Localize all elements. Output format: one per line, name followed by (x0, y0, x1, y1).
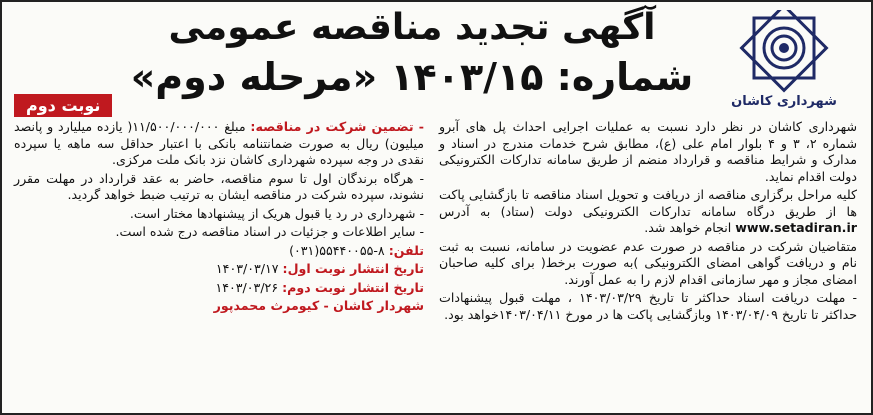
setad-url-link[interactable]: www.setadiran.ir (735, 220, 857, 235)
left-column (14, 119, 424, 317)
details-paragraph: - سایر اطلاعات و جزئیات در اسناد مناقصه درج شده است. (115, 224, 424, 239)
second-publication-line (14, 280, 424, 297)
process-text: کلیه مراحل برگزاری مناقصه از دریافت و تحویل اسناد مناقصه تا بازگشایی پاکت ها از طریق درگاه سامانه تدارکات الکترونیکی دولت (ستاد) به آدرس (439, 187, 857, 219)
winners-paragraph: - هرگاه برندگان اول تا سوم مناقصه، حاضر به عقد قرارداد در مهلت مقرر نشوند، سپرده شرکت در مناقصه ایشان به ترتیب ضبط خواهد گردید. (14, 170, 424, 202)
phone-line (14, 243, 424, 260)
phone-label: تلفن: (388, 242, 424, 258)
municipality-emblem-icon (724, 10, 844, 96)
registration-paragraph: متقاضیان شرکت در مناقصه در صورت عدم عضویت در سامانه، نسبت به ثبت نام و دریافت گواهی امضای الکترونیکی )به صورت برخط( برای کلیه صاحبان امضای مجاز و مهر سازمانی اقدام لازم را به عمل آورند. (439, 238, 857, 287)
guarantee-paragraph (14, 119, 424, 169)
second-publication-label: تاریخ انتشار نوبت دوم: (282, 279, 424, 295)
logo-caption: شهرداری کاشان (731, 94, 837, 109)
deadlines-paragraph: - مهلت دریافت اسناد حداکثر تا تاریخ ۱۴۰۳/۰۳/۲۹ ، مهلت قبول پیشنهادات حداکثر تا تاریخ ۱۴۰۳/۰۴/۰۹ وبازگشایی پاکت ها در مورخ ۱۴۰۳/۰۴/۱۱خواهد بود. (439, 290, 857, 322)
right-column (439, 119, 857, 325)
second-publication-date: ۱۴۰۳/۰۳/۲۶ (215, 279, 279, 295)
mayor-signature: شهردار کاشان - کیومرث محمدپور (213, 298, 424, 313)
rejection-paragraph: - شهرداری در رد یا قبول هریک از پیشنهادها مختار است. (129, 205, 424, 221)
phone-value: ۸-۵۵۴۴۰۰۵۵(۰۳۱) (289, 242, 385, 258)
first-publication-date: ۱۴۰۳/۰۳/۱۷ (215, 261, 279, 276)
guarantee-text: مبلغ ۱۱/۵۰۰/۰۰۰/۰۰۰( یازده میلیارد و پانصد میلیون) ریال به صورت ضمانتنامه بانکی با اعتبار حداقل سه ماهه یا سپرده نقدی در وجه سپرده شهرداری کاشان نزد بانک ملت مرکزی. (14, 119, 424, 167)
ad-header (2, 2, 871, 117)
process-paragraph (439, 187, 857, 237)
guarantee-label: - تضمین شرکت در مناقصه: (250, 119, 425, 134)
first-publication-label: تاریخ انتشار نوبت اول: (282, 261, 424, 276)
tender-number: شماره: ۱۴۰۳/۱۵ «مرحله دوم» (130, 55, 694, 99)
intro-paragraph: شهرداری کاشان در نظر دارد نسبت به عملیات اجرایی احداث پل های آبرو شماره ۲، ۳ و ۴ بلوار امام علی (ع)، مطابق شرح خدمات مندرج در اسناد و مدارک و شرایط مناقصه و قرارداد منضم از طریق سامانه تدارکات الکترونیکی دولت اقدام نماید. (439, 119, 857, 184)
ad-title: آگهی تجدید مناقصه عمومی (168, 7, 656, 48)
round-badge: نوبت دوم (14, 94, 112, 117)
process-text-end: انجام خواهد شد. (644, 220, 732, 235)
first-publication-line (14, 261, 424, 278)
kashan-municipality-logo (709, 10, 859, 115)
